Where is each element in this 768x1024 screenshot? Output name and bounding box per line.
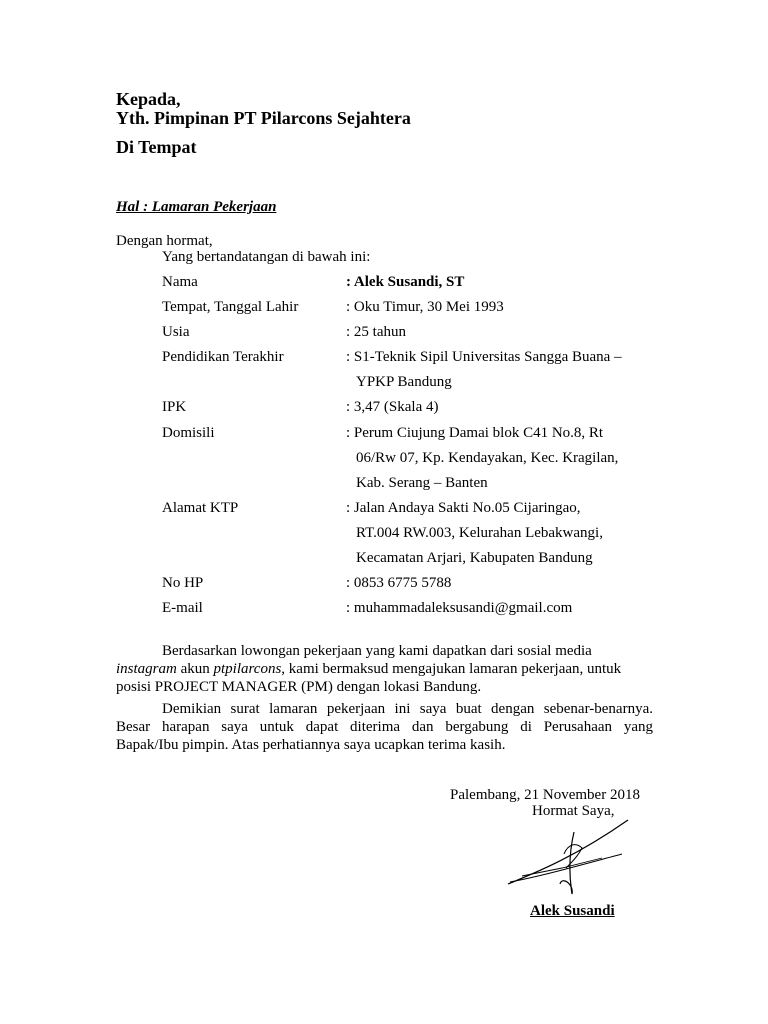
detail-value: : S1-Teknik Sipil Universitas Sangga Buana –: [346, 349, 622, 365]
paragraph-application: [116, 642, 653, 696]
paragraph1-italic-account: ptpilarcons: [213, 661, 282, 677]
signature-image: [502, 814, 642, 899]
detail-label: Pendidikan Terakhir: [162, 349, 284, 365]
paragraph1-line2: [116, 660, 653, 678]
detail-value: : muhammadaleksusandi@gmail.com: [346, 600, 573, 616]
detail-label: Alamat KTP: [162, 500, 239, 516]
paragraph1-line3: posisi PROJECT MANAGER (PM) dengan lokasi Bandung.: [116, 679, 482, 695]
detail-value: : 25 tahun: [346, 324, 406, 340]
detail-value: : Perum Ciujung Damai blok C41 No.8, Rt: [346, 425, 604, 441]
paragraph2-line3: Bapak/Ibu pimpin. Atas perhatiannya saya ucapkan terima kasih.: [116, 737, 506, 753]
detail-value-continuation: 06/Rw 07, Kp. Kendayakan, Kec. Kragilan,: [356, 450, 619, 466]
paragraph1-rest: , kami bermaksud mengajukan lamaran pekerjaan, untuk: [281, 661, 622, 677]
detail-value: [346, 274, 464, 291]
paragraph2-line1: Demikian surat lamaran pekerjaan ini saya buat dengan sebenar-benarnya.: [162, 701, 653, 717]
detail-value: : 3,47 (Skala 4): [346, 399, 439, 415]
regards: Hormat Saya,: [532, 803, 615, 819]
recipient-place: Di Tempat: [116, 137, 197, 157]
detail-label: E-mail: [162, 600, 203, 616]
intro-line: Yang bertandatangan di bawah ini:: [162, 249, 371, 265]
paragraph2-line2: Besar harapan saya untuk dapat diterima dan bergabung di Perusahaan yang: [116, 719, 653, 735]
detail-label: No HP: [162, 575, 204, 591]
detail-label: Usia: [162, 324, 190, 340]
detail-label: Nama: [162, 274, 198, 290]
paragraph1-italic-instagram: instagram: [116, 661, 177, 677]
subject-line: Hal : Lamaran Pekerjaan: [116, 199, 277, 215]
detail-value-name: : Alek Susandi, ST: [346, 274, 465, 290]
detail-label: Domisili: [162, 425, 215, 441]
detail-value-continuation: Kab. Serang – Banten: [356, 475, 488, 491]
detail-label: Tempat, Tanggal Lahir: [162, 299, 299, 315]
recipient-name: Yth. Pimpinan PT Pilarcons Sejahtera: [116, 108, 411, 128]
detail-value: : Jalan Andaya Sakti No.05 Cijaringao,: [346, 500, 581, 516]
detail-value-continuation: Kecamatan Arjari, Kabupaten Bandung: [356, 550, 593, 566]
detail-value: : 0853 6775 5788: [346, 575, 452, 591]
signer-name: Alek Susandi: [530, 903, 615, 919]
paragraph1-mid: akun: [176, 661, 214, 677]
greeting: Dengan hormat,: [116, 233, 213, 249]
detail-value-continuation: RT.004 RW.003, Kelurahan Lebakwangi,: [356, 525, 603, 541]
recipient-salutation: Kepada,: [116, 89, 181, 109]
place-date: Palembang, 21 November 2018: [450, 787, 640, 803]
detail-value: : Oku Timur, 30 Mei 1993: [346, 299, 504, 315]
paragraph-closing: [116, 700, 653, 754]
detail-value-continuation: YPKP Bandung: [356, 374, 452, 390]
paragraph1-line1: Berdasarkan lowongan pekerjaan yang kami dapatkan dari sosial media: [162, 643, 592, 659]
detail-label: IPK: [162, 399, 187, 415]
